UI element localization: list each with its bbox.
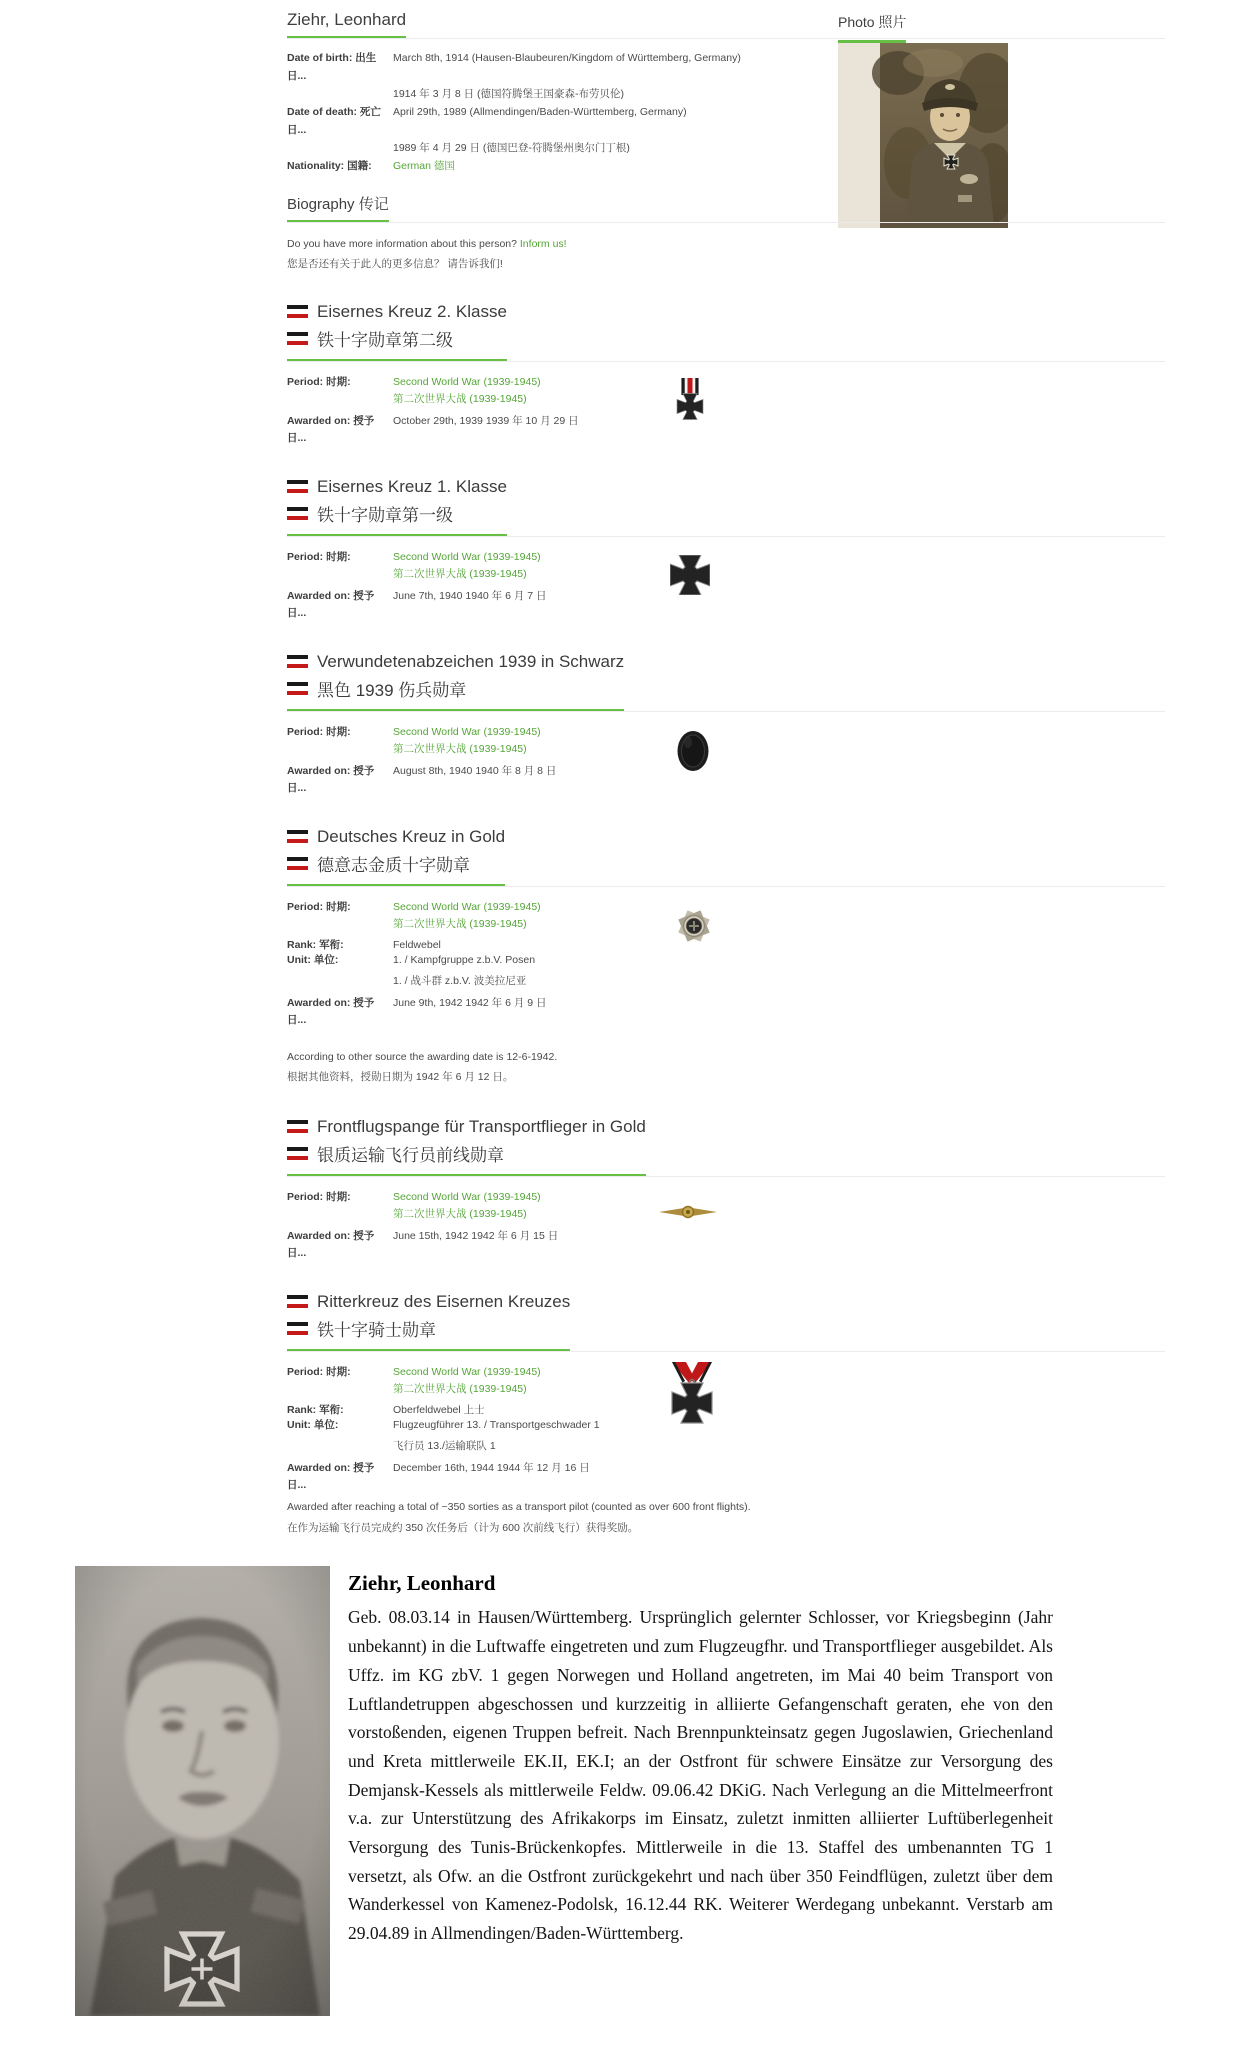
award-title-zh: 铁十字骑士勋章 [317,1321,436,1340]
german-reich-flag-icon [287,830,308,843]
period-value: Second World War (1939-1945) [393,901,541,913]
unit-value-zh: 1. / 战斗群 z.b.V. 波美拉尼亚 [393,975,527,987]
german-reich-flag-icon [287,305,308,318]
award-heading-row [287,823,1165,887]
date-of-death-value-zh: 1989 年 4 月 29 日 (德国巴登-符腾堡州奥尔门丁根) [393,142,630,154]
period-label: Period: 时期: [287,1366,351,1378]
unit-value: 1. / Kampfgruppe z.b.V. Posen [393,954,536,966]
award-title-de: Deutsches Kreuz in Gold [317,826,506,846]
knights-cross-medal-icon [669,1362,715,1424]
german-reich-flag-icon [287,1322,308,1335]
unit-label: Unit: 单位: [287,1419,339,1431]
spacer [287,916,393,933]
period-value-zh: 第二次世界大战 (1939-1945) [393,1383,527,1395]
period-value-zh: 第二次世界大战 (1939-1945) [393,743,527,755]
period-label: Period: 时期: [287,551,351,563]
biography-paragraph: Geb. 08.03.14 in Hausen/Württemberg. Ursprünglich gelernter Schlosser, vor Kriegsbeginn (Jahr unbekannt) in die Luftwaffe eingetreten und zum Flugzeugfhr. und Transportflieger ausgebildet. Als Uffz. im KG zbV. 1 gegen Norwegen und Holland angetreten, im Mai 40 beim Transport von Luftlandetruppen abgeschossen und kurzzeitig in alliierte Gefangenschaft geraten, ehe von den vorstoßenden, eigenen Truppen befreit. Nach Brennpunkteinsatz gegen Jugoslawien, Griechenland und Kreta mittlerweile EK.II, EK.I; an der Ostfront für schwere Einsätze zur Versorgung des Demjansk-Kessels als mittlerweile Feldw. 09.06.42 DKiG. Nach Verlegung an die Mittelmeerfront v.a. zur Unterstützung des Afrikakorps im Einsatz, zuletzt inmitten alliierter Luftüberlegenheit Versorgung des Tunis-Brückenkopfes. Mittlerweile in die 13. Staffel des umbenannten TG 1 versetzt, als Ofw. an die Ostfront zurückgekehrt und nach über 350 Feindflügen, zuletzt über dem Wanderkessel von Kamenez-Podolsk, 16.12.44 RK. Weiterer Werdegang unbekannt. Verstarb am 29.04.89 in Allmendingen/Baden-Württemberg. [348,1607,1053,1943]
photo-section-heading: Photo 照片 [838,14,907,30]
spacer [287,391,393,408]
awarded-label: Awarded on: 授予日... [287,765,375,794]
award-section-ek1 [287,473,1165,622]
award-section-knights-cross [287,1288,1165,1536]
spacer [287,139,393,157]
awarded-value: June 9th, 1942 1942 年 6 月 9 日 [393,997,547,1009]
award-title-zh: 银质运输飞行员前线勋章 [317,1146,504,1165]
period-value: Second World War (1939-1945) [393,726,541,738]
black-wound-badge-medal-icon [676,730,710,772]
award-details [287,549,757,622]
awarded-label: Awarded on: 授予日... [287,1462,375,1491]
spacer [287,973,393,990]
page-header [287,10,1165,39]
book-excerpt [75,1566,1053,2016]
date-of-death-row-zh [287,139,747,157]
inform-us-link[interactable]: Inform us! [519,238,567,250]
book-portrait-photo [75,1566,330,2016]
award-section-flying-clasp [287,1113,1165,1262]
awarded-label: Awarded on: 授予日... [287,415,375,444]
nationality-label: Nationality: 国籍: [287,160,372,172]
period-value: Second World War (1939-1945) [393,376,541,388]
award-section-wound-badge [287,648,1165,797]
iron-cross-2nd-class-medal-icon [676,378,704,426]
award-details [287,1189,757,1262]
rank-value: Feldwebel [393,939,441,951]
award-title-de: Frontflugspange für Transportflieger in Gold [317,1116,646,1136]
awarded-label: Awarded on: 授予日... [287,1230,375,1259]
award-heading-row [287,473,1165,537]
page-title: Ziehr, Leonhard [287,10,407,29]
period-label: Period: 时期: [287,726,351,738]
award-section-german-cross [287,823,1165,1087]
unit-value-zh: 飞行员 13./运输联队 1 [393,1440,496,1452]
award-details [287,1364,757,1536]
transport-clasp-medal-icon [658,1205,718,1219]
biography-title: Ziehr, Leonhard [348,1571,496,1595]
nationality-value: German 德国 [393,160,455,172]
german-reich-flag-icon [287,1147,308,1160]
date-of-birth-value-zh: 1914 年 3 月 8 日 (德国符腾堡王国豪森-布劳贝伦) [393,88,625,100]
biography-text-block [348,1566,1053,2016]
awarded-value: December 16th, 1944 1944 年 12 月 16 日 [393,1462,590,1474]
period-value-zh: 第二次世界大战 (1939-1945) [393,1208,527,1220]
period-value-zh: 第二次世界大战 (1939-1945) [393,568,527,580]
period-label: Period: 时期: [287,376,351,388]
award-title-de: Verwundetenabzeichen 1939 in Schwarz [317,651,625,671]
biography-heading: Biography 传记 [287,193,389,214]
german-cross-in-gold-medal-icon [675,907,713,945]
person-page [287,0,1165,1536]
rank-label: Rank: 军衔: [287,939,344,951]
unit-value: Flugzeugführer 13. / Transportgeschwader 1 [393,1419,600,1431]
date-of-birth-value: March 8th, 1914 (Hausen-Blaubeuren/Kingdom of Württemberg, Germany) [393,52,741,64]
biography-heading-row [287,193,1165,223]
inform-line [287,236,1165,252]
award-heading-row [287,648,1165,712]
award-note-zh: 根据其他资料，授勋日期为 1942 年 6 月 12 日。 [287,1071,514,1083]
awarded-label: Awarded on: 授予日... [287,997,375,1026]
award-note-en: Awarded after reaching a total of ~350 sorties as a transport pilot (counted as over 600 front flights). [287,1501,751,1513]
award-note-zh: 在作为运输飞行员完成约 350 次任务后（计为 600 次前线飞行）获得奖励。 [287,1522,639,1534]
nationality-row [287,157,747,175]
award-heading-row [287,298,1165,362]
period-value: Second World War (1939-1945) [393,1191,541,1203]
date-of-birth-row [287,49,747,85]
award-details [287,724,757,797]
grayscale-portrait-image [75,1566,330,2016]
date-of-death-row [287,103,747,139]
inform-line-zh: 您是否还有关于此人的更多信息？ 请告诉我们! [287,258,503,270]
period-label: Period: 时期: [287,1191,351,1203]
awarded-value: June 7th, 1940 1940 年 6 月 7 日 [393,590,547,602]
german-reich-flag-icon [287,480,308,493]
inform-question: Do you have more information about this person? [287,238,520,250]
spacer [287,1381,393,1398]
german-reich-flag-icon [287,655,308,668]
german-reich-flag-icon [287,507,308,520]
german-reich-flag-icon [287,1295,308,1308]
award-details [287,374,757,447]
date-of-death-value: April 29th, 1989 (Allmendingen/Baden-Württemberg, Germany) [393,106,687,118]
award-title-zh: 黑色 1939 伤兵勋章 [317,681,467,700]
date-of-birth-label: Date of birth: 出生日... [287,52,377,82]
german-reich-flag-icon [287,857,308,870]
period-value-zh: 第二次世界大战 (1939-1945) [393,393,527,405]
spacer [287,1438,393,1455]
period-value: Second World War (1939-1945) [393,1366,541,1378]
awarded-value: August 8th, 1940 1940 年 8 月 8 日 [393,765,557,777]
award-title-de: Eisernes Kreuz 2. Klasse [317,301,507,321]
german-reich-flag-icon [287,1120,308,1133]
awarded-value: June 15th, 1942 1942 年 6 月 15 日 [393,1230,559,1242]
awarded-label: Awarded on: 授予日... [287,590,375,619]
award-heading-row [287,1113,1165,1177]
spacer [287,85,393,103]
spacer [287,566,393,583]
award-heading-row [287,1288,1165,1352]
iron-cross-1st-class-medal-icon [670,555,710,595]
spacer [287,1206,393,1223]
award-details [287,899,757,1087]
spacer [287,741,393,758]
award-title-zh: 铁十字勋章第一级 [317,506,453,525]
german-reich-flag-icon [287,682,308,695]
unit-label: Unit: 单位: [287,954,339,966]
period-label: Period: 时期: [287,901,351,913]
vital-info [287,49,747,175]
german-reich-flag-icon [287,332,308,345]
date-of-death-label: Date of death: 死亡日... [287,106,381,136]
award-title-de: Eisernes Kreuz 1. Klasse [317,476,507,496]
period-value: Second World War (1939-1945) [393,551,541,563]
award-title-de: Ritterkreuz des Eisernen Kreuzes [317,1291,571,1311]
period-value-zh: 第二次世界大战 (1939-1945) [393,918,527,930]
rank-label: Rank: 军衔: [287,1404,344,1416]
date-of-birth-row-zh [287,85,747,103]
award-title-zh: 铁十字勋章第二级 [317,331,453,350]
awarded-value: October 29th, 1939 1939 年 10 月 29 日 [393,415,579,427]
rank-value: Oberfeldwebel 上士 [393,1404,485,1416]
award-section-ek2 [287,298,1165,447]
award-title-zh: 德意志金质十字勋章 [317,856,470,875]
award-note-en: According to other source the awarding date is 12-6-1942. [287,1051,558,1063]
